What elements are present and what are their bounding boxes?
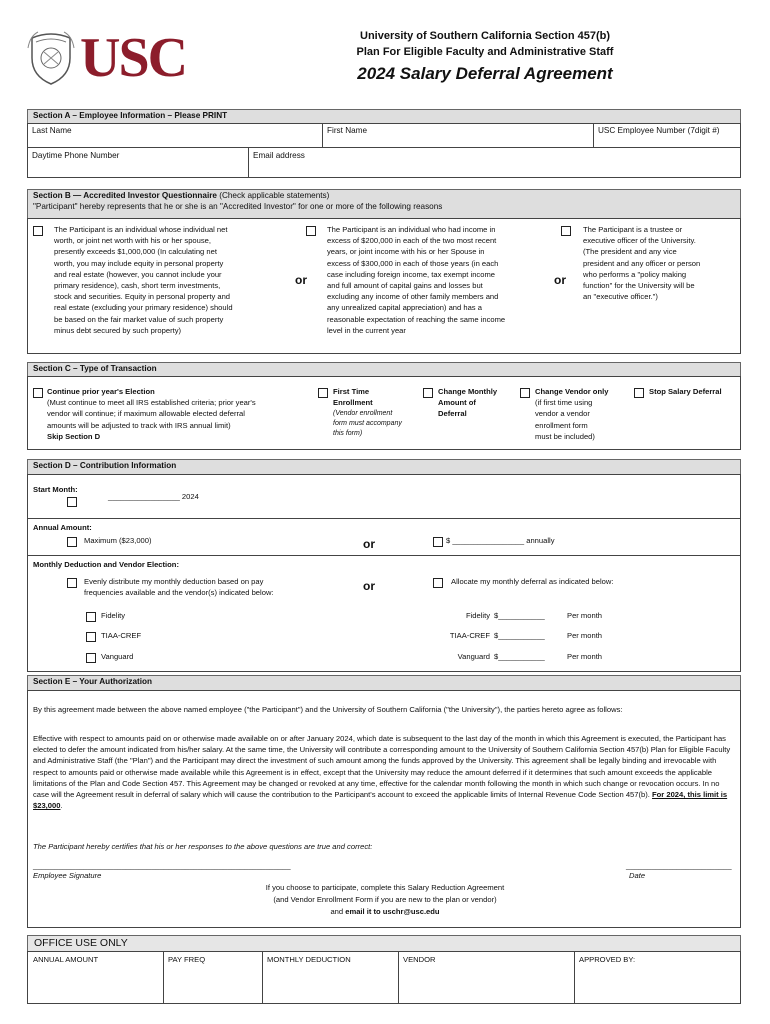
stop-deferral-text: Stop Salary Deferral — [649, 387, 722, 396]
per-month-label: Per month — [567, 652, 603, 661]
tiaa-cref-label: TIAA-CREF — [101, 631, 142, 640]
tiaa-cref-amount-label: TIAA-CREF — [449, 631, 490, 640]
fidelity-label: Fidelity — [101, 611, 126, 620]
vanguard-amount-input[interactable]: $___________ — [494, 652, 545, 661]
start-month-checkbox[interactable] — [67, 497, 77, 507]
tiaa-cref-amount-input[interactable]: $___________ — [494, 631, 545, 640]
header-line2: Plan For Eligible Faculty and Administrative Staff — [356, 46, 614, 58]
usc-seal-icon — [26, 28, 76, 86]
evenly-distribute-text: Evenly distribute my monthly deduction based on pay frequencies available and the vendor(s) indicated below: — [84, 577, 274, 598]
allocate-checkbox[interactable] — [433, 578, 443, 588]
phone-field[interactable]: Daytime Phone Number — [32, 151, 120, 160]
maximum-label: Maximum ($23,000) — [84, 536, 152, 545]
instruction-line2: (and Vendor Enrollment Form if you are new to the plan or vendor) — [273, 895, 497, 904]
vanguard-checkbox[interactable] — [86, 653, 96, 663]
agreement-intro: By this agreement made between the above named employee ("the Participant") and the University of Southern California ("the University"), the parties hereto agree as follows: — [33, 705, 623, 714]
office-vendor: VENDOR — [403, 955, 436, 964]
maximum-checkbox[interactable] — [67, 537, 77, 547]
vanguard-amount-label: Vanguard — [457, 652, 490, 661]
limit-text: For 2024, this limit is $23,000 — [33, 790, 728, 811]
annual-amount-label: Annual Amount: — [33, 523, 92, 532]
certify-text: The Participant hereby certifies that his or her responses to the above questions are true and correct: — [33, 842, 373, 851]
signature-label: Employee Signature — [33, 871, 102, 880]
section-c-heading: Section C – Type of Transaction — [27, 362, 741, 377]
section-d-heading: Section D – Contribution Information — [27, 459, 741, 475]
start-month-input[interactable]: _________________ 2024 — [108, 492, 199, 501]
or-label: or — [363, 579, 375, 593]
date-line[interactable]: _________________________ — [626, 861, 732, 870]
option3-text: The Participant is a trustee or executive officer of the University. (The president and any vice president and any officer or person who performs a "policy making function" for the University will be an "executive officer.") — [583, 225, 701, 302]
change-monthly-checkbox[interactable] — [423, 388, 433, 398]
tiaa-cref-checkbox[interactable] — [86, 632, 96, 642]
office-approved-by: APPROVED BY: — [579, 955, 636, 964]
accredited-officer-checkbox[interactable] — [561, 226, 571, 236]
section-d-box — [27, 474, 741, 672]
email-field[interactable]: Email address — [253, 151, 305, 160]
option2-text: The Participant is an individual who had income in excess of $200,000 in each of the two most recent years, or joint income with his or her Spouse in excess of $300,000 in each of those years (in each case including foreign income, tax exempt income and full amount of capital gains and losses but excluding any income of other family members and any unrealized capital appreciation) and has a reasonable expectation of reaching the same income level in the current year — [327, 225, 506, 335]
signature-line[interactable]: _____________________________________________________________ — [33, 861, 291, 870]
office-pay-freq: PAY FREQ — [168, 955, 206, 964]
header-line1: University of Southern California Section 457(b) — [360, 30, 610, 42]
fidelity-amount-input[interactable]: $___________ — [494, 611, 545, 620]
section-b-heading: Section B — Accredited Investor Questionnaire (Check applicable statements) "Participant" hereby represents that he or she is an "Accredited Investor" for one or more of the following reasons — [27, 189, 741, 219]
vanguard-label: Vanguard — [101, 652, 134, 661]
per-month-label: Per month — [567, 631, 603, 640]
change-vendor-checkbox[interactable] — [520, 388, 530, 398]
accredited-networth-checkbox[interactable] — [33, 226, 43, 236]
option1-text: The Participant is an individual whose individual net worth, or joint net worth with his or her spouse, presently exceeds $1,000,000 (In calculating net worth, you may include equity in personal property and real estate (however, you cannot include your primary residence), cash, short term investments, stock and securities. Equity in personal property and real estate (excluding your primary residence) should be based on the fair market value of such property minus debt secured by such property) — [54, 225, 233, 335]
last-name-field[interactable]: Last Name — [32, 126, 72, 135]
first-name-field[interactable]: First Name — [327, 126, 368, 135]
monthly-election-label: Monthly Deduction and Vendor Election: — [33, 560, 179, 569]
fidelity-amount-label: Fidelity — [465, 611, 490, 620]
evenly-distribute-checkbox[interactable] — [67, 578, 77, 588]
fidelity-checkbox[interactable] — [86, 612, 96, 622]
section-e-heading: Section E – Your Authorization — [27, 675, 741, 691]
instruction-line1: If you choose to participate, complete this Salary Reduction Agreement — [265, 883, 505, 892]
office-annual-amount: ANNUAL AMOUNT — [33, 955, 99, 964]
section-b-intro: "Participant" hereby represents that he or she is an "Accredited Investor" for one or more of the following reasons — [33, 202, 443, 211]
page-title: 2024 Salary Deferral Agreement — [357, 64, 613, 83]
continue-election-text: Continue prior year's Election (Must continue to meet all IRS established criteria; prior year's vendor will continue; if maximum allowable elected deferral amounts will be adjusted to track with IRS annual limit) Skip Section D — [47, 387, 256, 441]
or-label: or — [363, 537, 375, 551]
stop-deferral-checkbox[interactable] — [634, 388, 644, 398]
office-monthly-deduction: MONTHLY DEDUCTION — [267, 955, 351, 964]
start-month-label: Start Month: — [33, 485, 78, 494]
per-month-label: Per month — [567, 611, 603, 620]
allocate-text: Allocate my monthly deferral as indicated below: — [451, 577, 614, 586]
change-monthly-text: Change Monthly Amount of Deferral — [438, 387, 498, 419]
first-time-enrollment-checkbox[interactable] — [318, 388, 328, 398]
change-vendor-text: Change Vendor only (if first time using vendor a vendor enrollment form must be included) — [535, 387, 609, 441]
annual-amount-checkbox[interactable] — [433, 537, 443, 547]
section-a-heading: Section A – Employee Information – Please PRINT — [27, 109, 741, 124]
instruction-line3: and email it to uschr@usc.edu — [330, 907, 440, 916]
or-label: or — [295, 273, 307, 287]
agreement-body: Effective with respect to amounts paid on or otherwise made available on or after January 2024, which date is subsequent to the last day of the month in which this Agreement is executed, the Participant has elected to defer the amount indicated from his/her salary. At the same time, the University will contribute a corresponding amount to the University of Southern California Section 457(b) Plan for Eligible Faculty and Administrative Staff (the "Plan") and the Participant may direct the investment of such amount among the funds approved by the University. This agreement shall be legally binding and irrevocable with respect to amounts paid or otherwise made available while this Agreement is in effect, except that the University may reduce the amount deferred if it determines that such amount exceeds the applicable limitations of the Plan and Code Section 457. This Agreement may be changed or revoked at any time, effective for the calendar month following the month in which such change or revocation occurs. In no case will the Agreement result in deferral of salary which will cause the contribution to the Participant's account to exceed the applicable limits of Internal Revenue Code Section 457(b). For 2024, this limit is $23,000. — [33, 734, 731, 811]
accredited-income-checkbox[interactable] — [306, 226, 316, 236]
employee-number-field[interactable]: USC Employee Number (7digit #) — [598, 126, 720, 135]
usc-logo: USC — [80, 27, 187, 89]
first-time-enrollment-text: First Time Enrollment (Vendor enrollment form must accompany this form) — [333, 387, 402, 438]
continue-election-checkbox[interactable] — [33, 388, 43, 398]
office-use-heading: OFFICE USE ONLY — [27, 935, 741, 952]
or-label: or — [554, 273, 566, 287]
date-label: Date — [629, 871, 646, 880]
annual-amount-input[interactable]: $ _________________ annually — [446, 536, 555, 545]
